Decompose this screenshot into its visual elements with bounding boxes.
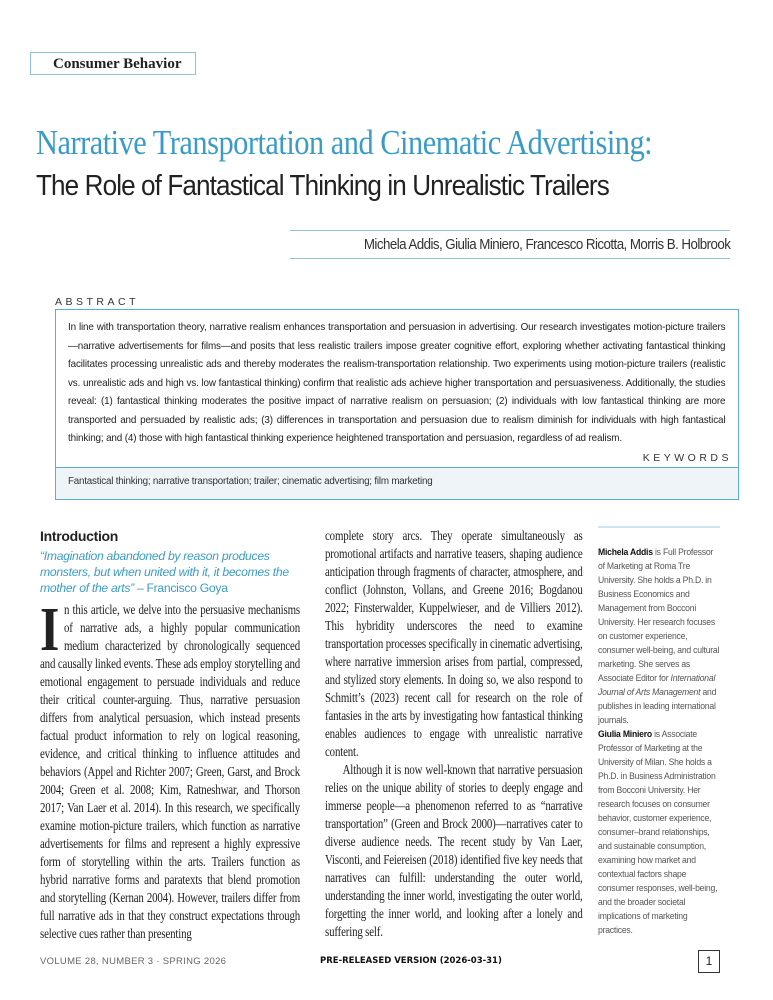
bio-miniero xyxy=(598,728,720,938)
abstract-text: In line with transportation theory, narrative realism enhances transportation and persuasion in advertising. Our research investigates motion-picture trailers—narrative advertisements for films—and posits that less realistic trailers impose greater cognitive effort, exploring whether activating fantastical thinking facilitates processing unrealistic ads and thereby moderates the realism-transportation relationship. Two experiments using motion-picture trailers (realistic vs. unrealistic ads and high vs. low fantastical thinking) confirm that realistic ads achieve higher transportation and persuasiveness. Additionally, the studies reveal: (1) fantastical thinking moderates the positive impact of narrative realism on persuasion; (2) individuals with low fantastical thinking are more transported and persuaded by realistic ads; (3) differences in transportation and persuasion due to realism diminish for individuals with high fantastical thinking; and (4) those with high fantastical thinking experience heightened transportation and persuasion, regardless of ad realism. xyxy=(68,322,726,444)
section-heading-introduction: Introduction xyxy=(40,528,119,544)
footer-version: PRE-RELEASED VERSION (2026-03-31) xyxy=(320,956,502,966)
epigraph xyxy=(40,548,300,596)
author-bios xyxy=(598,546,720,938)
page-number: 1 xyxy=(698,950,720,973)
column-1 xyxy=(40,527,300,943)
abstract-body xyxy=(56,310,738,449)
bio-text: is Associate Professor of Marketing at the University of Milan. She holds a Ph.D. in Business Administration from Bocconi University. Her research focuses on consumer behavior, customer experience, consumer–brand relationships, and sustainable consumption, examining how market and contextual factors shape consumer responses, well-being, and the broader societal implications of marketing practices. xyxy=(598,729,718,936)
intro-paragraph-1 xyxy=(40,596,301,943)
abstract-label: ABSTRACT xyxy=(55,296,140,308)
keywords-area xyxy=(56,467,738,499)
footer-volume: VOLUME 28, NUMBER 3 · SPRING 2026 xyxy=(40,956,227,967)
bio-journal: International Journal of Arts Management xyxy=(598,673,716,698)
author-line xyxy=(290,230,730,259)
article-subtitle: The Role of Fantastical Thinking in Unrealistic Trailers xyxy=(36,170,609,202)
epigraph-quote: “Imagination abandoned by reason produces monsters, but when united with it, it becomes the mother of the arts” xyxy=(40,549,289,595)
bio-text: and publishes in leading international journals. xyxy=(598,687,717,726)
keywords-label: KEYWORDS xyxy=(642,451,732,464)
bio-name: Michela Addis xyxy=(598,547,653,558)
drop-cap: I xyxy=(40,596,60,664)
bio-addis xyxy=(598,546,720,728)
epigraph-attribution: – Francisco Goya xyxy=(133,581,228,595)
intro-paragraph-1-continued: complete story arcs. They operate simultaneously as promotional artifacts and narrative teasers, shaping audience anticipation through fragments of character, atmosphere, and conflict (Johnston, Vollans, and Greene 2016; Bogdanou 2022; Finsterwalder, Kuppelwieser, and de Villiers 2012). This hybridity underscores the need to examine transportation processes specifically in cinematic advertising, where narrative immersion arises from partial, compressed, and stylized story elements. In doing so, we also respond to Schmitt’s (2023) recent call for research on the role of fantasies in the arts by investigating how fantastical thinking enables audiences to engage with unrealistic narrative content. xyxy=(325,528,583,759)
section-label: Consumer Behavior xyxy=(30,52,196,75)
bio-name: Giulia Miniero xyxy=(598,729,652,740)
sidebar-rule xyxy=(598,526,720,528)
bio-text: is Full Professor of Marketing at Roma Tre University. She holds a Ph.D. in Business Economics and Management from Bocconi University. Her research focuses on customer experience, consumer well-being, and cultural marketing. She serves as Associate Editor for xyxy=(598,547,720,684)
column-2 xyxy=(325,527,583,941)
abstract-box xyxy=(55,309,739,500)
keywords-text: Fantastical thinking; narrative transportation; trailer; cinematic advertising; film marketing xyxy=(68,475,433,487)
intro-paragraph-2: Although it is now well-known that narrative persuasion relies on the unique ability of stories to deeply engage and immerse people—a phenomenon referred to as “narrative transportation” (Green and Brock 2000)—narratives cater to diverse audience needs. The recent study by Van Laer, Visconti, and Feiereisen (2018) identified five key needs that narratives can fulfill: understanding the outer world, understanding the inner world, investigating the outer world, forgetting the inner world, and looking after a lonely and suffering self. xyxy=(325,762,583,939)
author-list: Michela Addis, Giulia Miniero, Francesco Ricotta, Morris B. Holbrook xyxy=(363,237,730,253)
article-title: Narrative Transportation and Cinematic Advertising: xyxy=(36,123,653,162)
intro-paragraph-1-text: n this article, we delve into the persuasive mechanisms of narrative ads, a highly popular communication medium characterized by chronologically sequenced and causally linked events. These ads employ storytelling and emotional engagement to persuade individuals and reduce their critical counter-arguing. Thus, narrative persuasion differs from analytical persuasion, which instead presents factual product information to rely on logical reasoning, evidence, and critical thinking to influence attitudes and behaviors (Appel and Richter 2007; Green, Garst, and Brock 2004; Green et al. 2008; Kim, Ratneshwar, and Thorson 2017; Van Laer et al. 2014). In this research, we specifically examine motion-picture trailers, which function as narrative advertisements for films and represent a highly expressive form of storytelling within the arts. Trailers function as hybrid narrative forms and paratexts that blend promotion and storytelling (Kernan 2004). However, trailers differ from full narrative ads in that they construct expectations through selective cues rather than presenting xyxy=(40,602,301,941)
